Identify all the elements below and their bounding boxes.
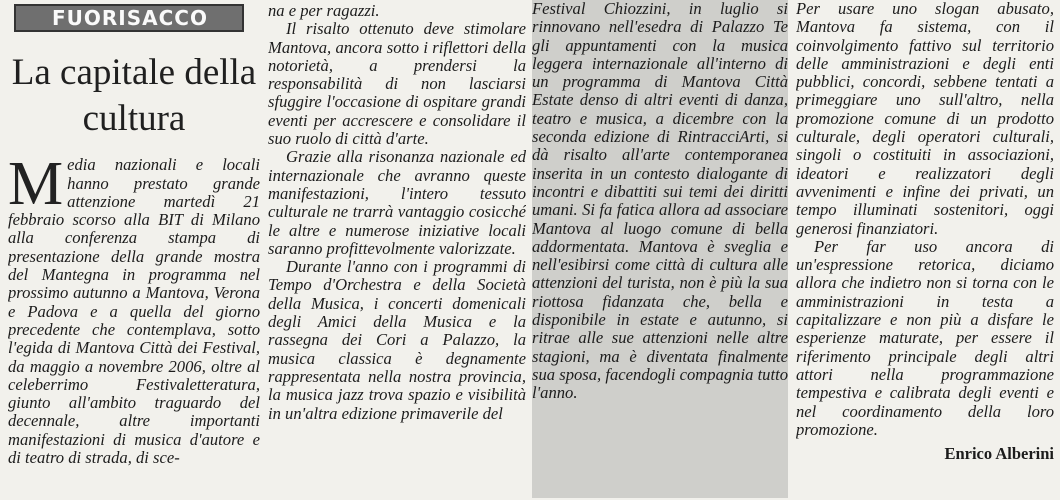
author-signature: Enrico Alberini: [944, 444, 1054, 464]
paragraph: Per usare uno slogan abusato, Mantova fa sistema, con il coinvolgimento fattivo sul territorio delle amministrazioni e degli enti pubblici, concordi, sebbene tentati a primeggiare uno sull'altro, nella promozione comune di un prodotto culturale, degli operatori culturali, singoli o costituiti in associazioni, ideatori e realizzatori degli avvenimenti e infine dei privati, un tempo illuminati sostenitori, oggi generosi finanziatori.: [796, 0, 1054, 238]
paragraph: Festival Chiozzini, in luglio si rinnovano nell'esedra di Palazzo Te gli appuntamenti con la musica leggera internazionale all'interno di un programma di Mantova Città Estate denso di altri eventi di danza, teatro e musica, a dicembre con la seconda edizione di RintracciArti, si dà risalto all'arte contemporanea inserita in un contesto dialogante di incontri e dibattiti sui temi dei diritti umani. Si fa fatica allora ad associare Mantova al luogo comune di bella addormentata. Mantova è sveglia e nell'esibirsi come città di cultura alle attenzioni del turista, non è più la sua riottosa fidanzata che, bella e disponibile in estate e autunno, si ritrae alle sue attenzioni nelle altre stagioni, ma è diventata finalmente sua sposa, facendogli compagnia tutto l'anno.: [532, 0, 788, 403]
paragraph: Per far uso ancora di un'espressione retorica, diciamo allora che indietro non si torna con le amministrazioni in testa a capitalizzare e non più a disfare le esperienze maturate, per essere il riferimento principale degli altri attori nella programmazione tempestiva e calibrata degli eventi e nel coordinamento della loro promozione.: [796, 236, 1054, 439]
column-1: [8, 0, 260, 500]
column-3: [532, 0, 788, 498]
paragraph: Grazie alla risonanza nazionale ed internazionale che avranno queste manifestazioni, l'intero tessuto culturale ne trarrà vantaggio cosicché le altre e numerose iniziative locali saranno profittevolmente valorizzate.: [268, 147, 526, 258]
drop-cap: M: [8, 150, 64, 219]
section-rubric: FUORISACCO: [14, 4, 244, 32]
column-4: [796, 0, 1054, 498]
paragraph: Durante l'anno con i programmi di Tempo d'Orchestra e della Società della Musica, i concerti domenicali degli Amici della Musica e la rassegna dei Cori a Palazzo, la musica classica è degnamente rappresentata nella nostra provincia, la musica jazz trova spazio e visibilità in un'altra edizione primaverile del: [268, 257, 526, 423]
paragraph: na e per ragazzi.: [268, 2, 380, 20]
column-2: [268, 2, 526, 500]
article-headline: La capitale della cultura: [11, 52, 257, 140]
paragraph: Media nazionali e locali hanno prestato grande attenzione martedì 21 febbraio scorso alla BIT di Milano alla conferenza stampa di presentazione della grande mostra del Mantegna in programma nel prossimo autunno a Mantova, Verona e Padova e a quella del giorno precedente che contemplava, sotto l'egida di Mantova Città dei Festival, da maggio a novembre 2006, oltre al celeberrimo Festivaletteratura, giunto all'ambito traguardo del decennale, altre importanti manifestazioni di musica d'autore e di teatro di strada, di sce-: [8, 150, 260, 468]
paragraph: Il risalto ottenuto deve stimolare Mantova, ancora sotto i riflettori della notorietà, a prendersi la responsabilità di non lasciarsi sfuggire l'occasione di ospitare grandi eventi per accrescere e consolidare il suo ruolo di città d'arte.: [268, 19, 526, 149]
